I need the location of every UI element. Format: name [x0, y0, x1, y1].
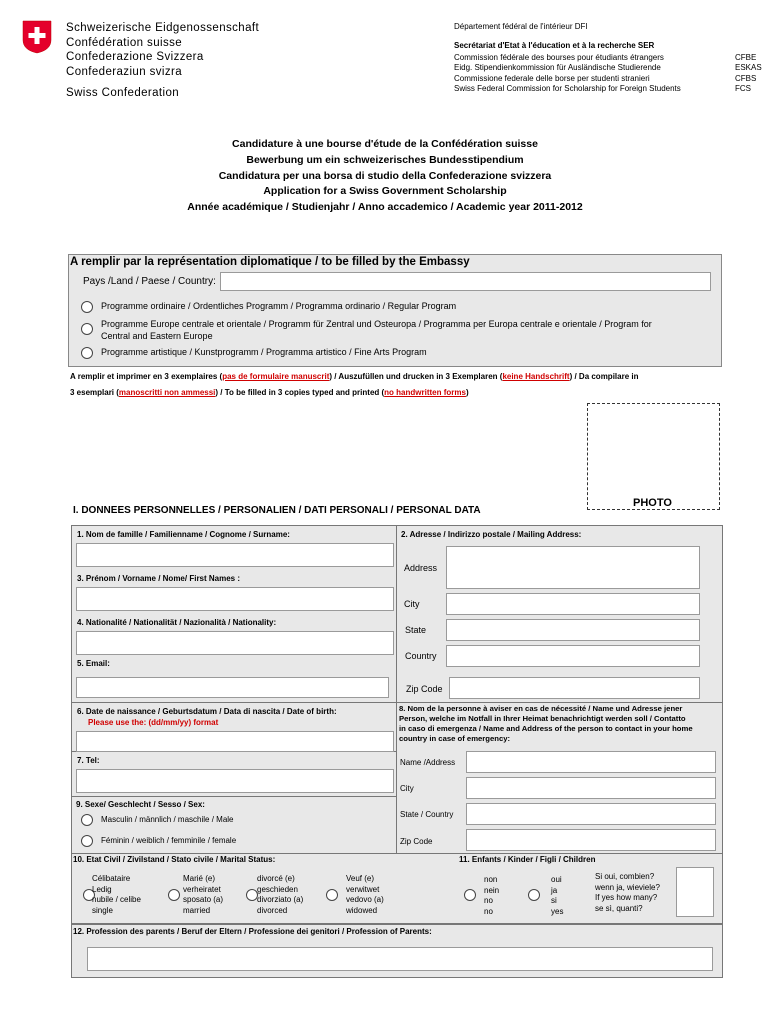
instructions-line-1 — [70, 372, 638, 381]
marital-option-line: Célibataire — [92, 874, 131, 883]
commission-abbr: FCS — [735, 84, 751, 94]
emergency-name-label: Name /Address — [400, 758, 456, 767]
instruction-warning: pas de formulaire manuscrit — [222, 372, 330, 381]
marital-option-line: Marié (e) — [183, 874, 216, 883]
children-option-line: no — [484, 906, 493, 916]
country-label: Pays /Land / Paese / Country: — [83, 276, 216, 287]
zip-label: Zip Code — [406, 684, 443, 694]
children-option-line: nein — [484, 885, 500, 895]
commission-row — [454, 74, 766, 84]
marital-single-label — [92, 874, 141, 916]
instruction-text: A remplir et imprimer en 3 exemplaires ( — [70, 372, 223, 381]
brand-block — [66, 21, 259, 101]
program-fine-arts-label: Programme artistique / Kunstprogramm / Programma artistico / Fine Arts Program — [101, 347, 427, 357]
academic-year: Année académique / Studienjahr / Anno accademico / Academic year 2011-2012 — [187, 201, 583, 214]
children-option-line: non — [484, 875, 498, 884]
marital-option-line: verheiratet — [183, 884, 221, 894]
address-input[interactable] — [446, 546, 700, 589]
dob-input[interactable] — [76, 731, 394, 752]
children-label: 11. Enfants / Kinder / Figli / Children — [459, 855, 596, 864]
emergency-state-input[interactable] — [466, 803, 716, 825]
title-en: Application for a Swiss Government Scholarship — [263, 185, 507, 198]
dob-label: 6. Date de naissance / Geburtsdatum / Data di nascita / Date of birth: — [77, 707, 337, 716]
brand-line-it: Confederazione Svizzera — [66, 51, 204, 63]
instruction-warning: keine Handschrift — [502, 372, 570, 381]
emergency-header-line: country in case of emergency: — [399, 734, 511, 743]
brand-line-en: Swiss Confederation — [66, 87, 180, 99]
secretariat: Secrétariat d'Etat à l'éducation et à la recherche SER — [454, 41, 655, 50]
row-divider — [71, 796, 396, 797]
sex-label: 9. Sexe/ Geschlecht / Sesso / Sex: — [76, 800, 205, 809]
program-eastern-europe-line: Central and Eastern Europe — [101, 331, 213, 341]
children-option-line: si — [551, 896, 557, 905]
program-eastern-europe-label — [101, 318, 652, 342]
children-yes-label — [551, 875, 563, 917]
marital-divorced-label — [257, 874, 303, 916]
commission-name: Eidg. Stipendienkommission für Ausländische Studierende — [454, 63, 661, 73]
marital-married-label — [183, 874, 223, 916]
marital-widowed-radio[interactable] — [326, 889, 338, 901]
tel-label: 7. Tel: — [77, 756, 100, 765]
photo-box[interactable] — [587, 403, 720, 510]
swiss-flag-logo — [22, 20, 52, 54]
program-eastern-europe-line: Programme Europe centrale et orientale / Programm für Zentral und Osteuropa / Programma per Europa centrale e orientale / Program for — [101, 319, 652, 329]
instruction-text: ) — [465, 388, 469, 397]
marital-option-line: married — [183, 905, 211, 915]
marital-option-line: geschieden — [257, 884, 298, 894]
state-label: State — [405, 625, 427, 635]
marital-option-line: nubile / celibe — [92, 895, 141, 904]
marital-option-line: divorcé (e) — [257, 874, 295, 883]
brand-line-de: Schweizerische Eidgenossenschaft — [66, 22, 260, 34]
children-no-label — [484, 875, 499, 917]
children-how-many-line: se sì, quanti? — [595, 903, 643, 913]
sex-male-label: Masculin / männlich / maschile / Male — [101, 815, 234, 824]
marital-option-line: Veuf (e) — [346, 874, 375, 883]
children-how-many-label — [595, 872, 660, 914]
emergency-city-input[interactable] — [466, 777, 716, 799]
department: Département fédéral de l'intérieur DFI — [454, 22, 588, 31]
instructions-line-2 — [70, 388, 469, 397]
instruction-warning: manoscritti non ammessi — [118, 388, 216, 397]
commission-abbr: ESKAS — [735, 63, 762, 73]
emergency-state-label: State / Country — [400, 810, 454, 819]
zip-input[interactable] — [449, 677, 700, 699]
marital-option-line: divorziato (a) — [257, 895, 304, 904]
row-divider — [71, 702, 723, 703]
marital-option-line: divorced — [257, 905, 288, 915]
form-titles — [0, 137, 770, 216]
marital-option-line: Ledig — [92, 884, 112, 894]
emergency-header-line: Person, welche im Notfall in Ihrer Heimat benachrichtigt werden soll / Contatto — [399, 714, 686, 723]
city-input[interactable] — [446, 593, 700, 615]
children-count-input[interactable] — [676, 867, 714, 917]
emergency-header-line: 8. Nom de la personne à aviser en cas de nécessité / Name und Adresse jener — [399, 704, 683, 713]
instruction-text: 3 esemplari ( — [70, 388, 119, 397]
brand-line-rm: Confederaziun svizra — [66, 65, 183, 78]
children-option-line: ja — [551, 885, 558, 895]
state-input[interactable] — [446, 619, 700, 641]
city-label: City — [404, 599, 420, 609]
parents-label: 12. Profession des parents / Beruf der Eltern / Professione dei genitori / Profession of Parents: — [73, 927, 432, 936]
title-fr: Candidature à une bourse d'étude de la Confédération suisse — [232, 138, 538, 150]
country-input[interactable] — [446, 645, 700, 667]
sex-female-radio[interactable] — [81, 835, 93, 847]
program-regular-radio[interactable] — [81, 301, 93, 313]
marital-married-radio[interactable] — [168, 889, 180, 901]
email-input[interactable] — [76, 677, 389, 698]
children-how-many-line: If yes how many? — [595, 893, 658, 902]
marital-option-line: verwitwet — [346, 884, 380, 894]
marital-option-line: sposato (a) — [183, 895, 224, 904]
children-yes-radio[interactable] — [528, 889, 540, 901]
embassy-heading: A remplir par la représentation diplomatique / to be filled by the Embassy — [70, 256, 470, 268]
firstname-label: 3. Prénom / Vorname / Nome/ First Names : — [77, 574, 241, 583]
dob-hint: Please use the: (dd/mm/yy) format — [88, 718, 219, 727]
address-header: 2. Adresse / Indirizzo postale / Mailing Address: — [401, 530, 582, 539]
marital-option-line: single — [92, 905, 113, 915]
emergency-zip-label: Zip Code — [400, 837, 433, 846]
children-how-many-line: Si oui, combien? — [595, 872, 655, 881]
commission-name: Commissione federale delle borse per studenti stranieri — [454, 73, 650, 83]
commission-abbr: CFBE — [735, 53, 757, 62]
children-option-line: no — [484, 896, 493, 905]
emergency-header-line: in caso di emergenza / Name and Address of the person to contact in your home — [399, 724, 693, 733]
instruction-text: ) / To be filled in 3 copies typed and printed ( — [215, 388, 385, 397]
tel-input[interactable] — [76, 769, 394, 793]
brand-line-fr: Confédération suisse — [66, 36, 183, 49]
commission-row — [454, 63, 766, 73]
email-label: 5. Email: — [77, 659, 110, 668]
marital-option-line: widowed — [346, 905, 378, 915]
program-regular-label: Programme ordinaire / Ordentliches Programm / Programma ordinario / Regular Program — [101, 301, 457, 311]
program-eastern-europe-radio[interactable] — [81, 323, 93, 335]
embassy-country-input[interactable] — [220, 272, 711, 291]
children-how-many-line: wenn ja, wieviele? — [595, 882, 660, 892]
commission-name: Commission fédérale des bourses pour étudiants étrangers — [454, 53, 664, 62]
sex-male-radio[interactable] — [81, 814, 93, 826]
country-field-label: Country — [405, 651, 437, 661]
address-label: Address — [404, 563, 438, 573]
emergency-city-label: City — [400, 784, 414, 793]
sex-female-label: Féminin / weiblich / femminile / female — [101, 836, 237, 845]
nationality-label: 4. Nationalité / Nationalität / Nazionalità / Nationality: — [77, 618, 277, 627]
column-divider — [396, 525, 397, 854]
marital-option-line: vedovo (a) — [346, 895, 384, 904]
title-de: Bewerbung um ein schweizerisches Bundesstipendium — [246, 153, 524, 166]
nationality-input[interactable] — [76, 631, 394, 655]
commission-name: Swiss Federal Commission for Scholarship for Foreign Students — [454, 84, 681, 94]
commission-row — [454, 84, 766, 94]
instruction-text: ) / Auszufüllen und drucken in 3 Exemplaren ( — [329, 372, 503, 381]
surname-input[interactable] — [76, 543, 394, 567]
children-option-line: oui — [551, 875, 562, 884]
emergency-header — [399, 704, 693, 744]
program-fine-arts-radio[interactable] — [81, 347, 93, 359]
children-option-line: yes — [551, 906, 564, 916]
title-it: Candidatura per una borsa di studio della Confederazione svizzera — [218, 169, 552, 182]
children-no-radio[interactable] — [464, 889, 476, 901]
section1-title: I. DONNEES PERSONNELLES / PERSONALIEN / DATI PERSONALI / PERSONAL DATA — [73, 505, 481, 516]
emergency-zip-input[interactable] — [466, 829, 716, 851]
parents-input[interactable] — [87, 947, 713, 971]
marital-widowed-label — [346, 874, 384, 916]
commission-abbr: CFBS — [735, 73, 757, 83]
marital-label: 10. Etat Civil / Zivilstand / Stato civile / Marital Status: — [73, 855, 276, 864]
surname-label: 1. Nom de famille / Familienname / Cognome / Surname: — [77, 530, 290, 539]
emergency-name-input[interactable] — [466, 751, 716, 773]
instruction-text: ) / Da compilare in — [569, 372, 639, 381]
firstname-input[interactable] — [76, 587, 394, 611]
commission-row — [454, 53, 766, 63]
photo-label: PHOTO — [633, 497, 672, 509]
commission-list — [454, 53, 766, 95]
instruction-warning: no handwritten forms — [384, 388, 466, 397]
